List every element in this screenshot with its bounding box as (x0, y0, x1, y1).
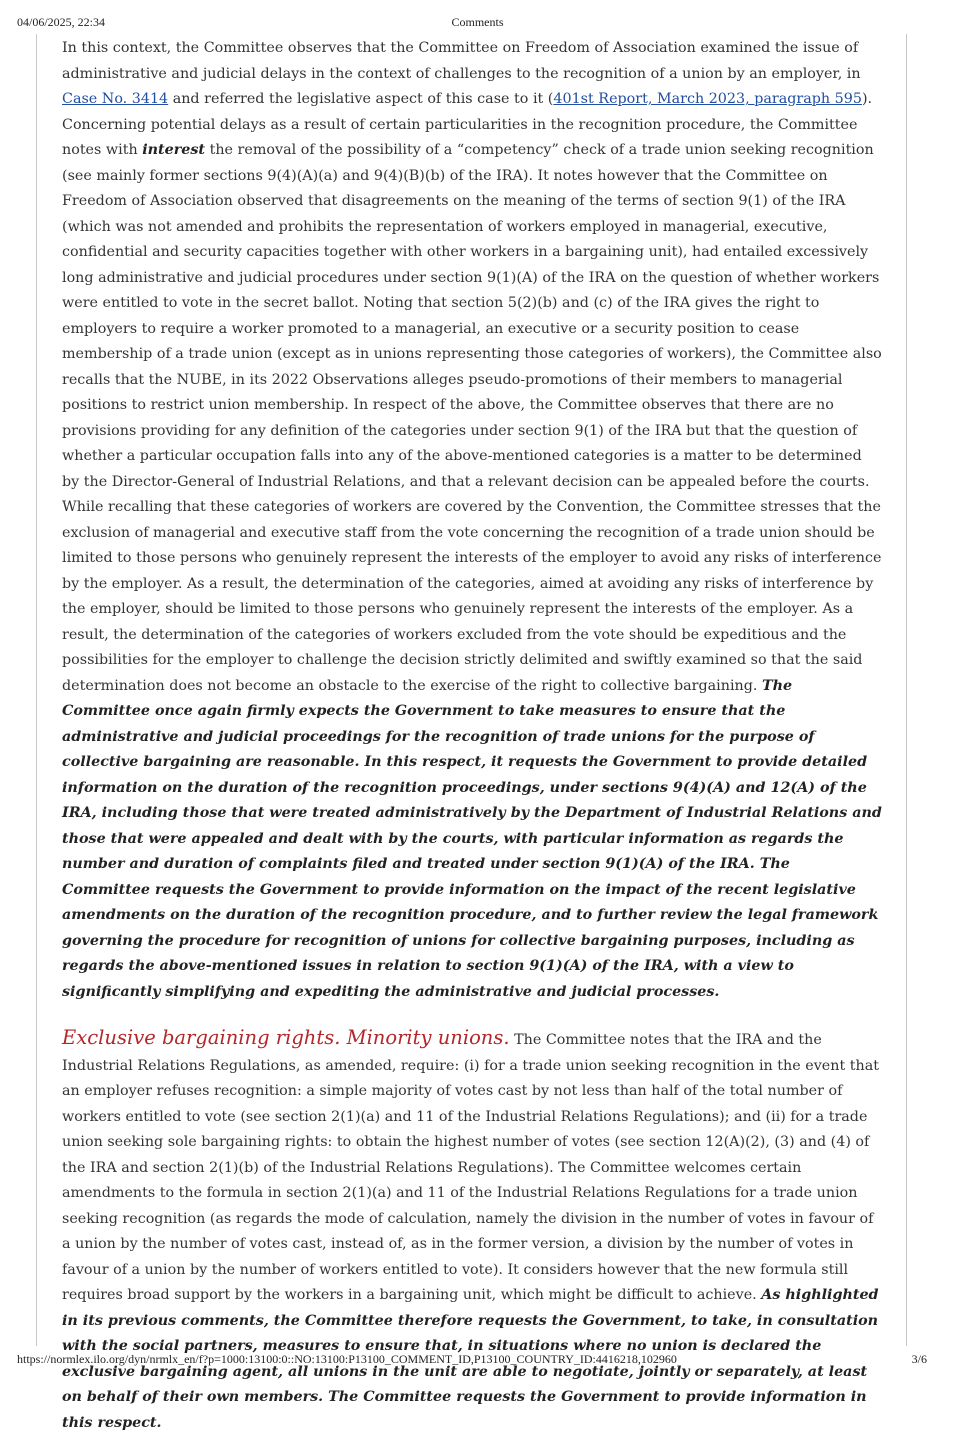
paragraph-text: The Committee notes that the IRA and the Industrial Relations Regulations, as amended, require: (i) for a trade union seeking recognition in the event that an employer refuses recognition: a simple majority of votes cast by not less than half of the total number of workers entitled to vote (see section 2(1)(a) and 11 of the Industrial Relations Regulations); and (ii) for a trade union seeking sole bargaining rights: to obtain the highest number of votes (see section 12(A)(2), (3) and (4) of the IRA and section 2(1)(b) of the Industrial Relations Regulations). The Committee welcomes certain amendments to the formula in section 2(1)(a) and 11 of the Industrial Relations Regulations for a trade union seeking recognition (as regards the mode of calculation, namely the division in the number of votes in favour of a union by the number of votes cast, instead of, as in the former version, a division by the number of votes in favour of a union by the number of workers entitled to vote). It considers however that the new formula still requires broad support by the workers in a bargaining unit, which might be difficult to achieve. (62, 1032, 879, 1303)
page-title: Comments (451, 15, 504, 29)
case-3414-link[interactable]: Case No. 3414 (62, 91, 169, 107)
comment-body (62, 36, 882, 1436)
print-date: 04/06/2025, 22:34 (17, 15, 106, 29)
report-401-link[interactable]: 401st Report, March 2023, paragraph 595 (553, 91, 862, 107)
committee-request-bold: The Committee once again firmly expects the Government to take measures to ensure that the administrative and judicial proceedings for the recognition of trade unions for the purpose of collective bargaining are reasonable. In this respect, it requests the Government to provide detailed information on the duration of the recognition proceedings, under sections 9(4)(A) and 12(A) of the IRA, including those that were treated administratively by the Department of Industrial Relations and those that were appealed and dealt with by the courts, with particular information as regards the number and duration of complaints filed and treated under section 9(1)(A) of the IRA. The Committee requests the Government to provide information on the impact of the recent legislative amendments on the duration of the recognition procedure, and to further review the legal framework governing the procedure for recognition of unions for collective bargaining purposes, including as regards the above-mentioned issues in relation to section 9(1)(A) of the IRA, with a view to significantly simplifying and expediting the administrative and judicial processes. (62, 677, 882, 1000)
page-number: 3/6 (911, 1352, 927, 1366)
emphasis-interest: interest (142, 142, 206, 158)
paragraph-exclusive-bargaining (62, 1025, 882, 1436)
section-heading: Exclusive bargaining rights. Minority unions. (62, 1026, 510, 1049)
left-margin-rule (36, 34, 37, 1346)
paragraph-text: the removal of the possibility of a “competency” check of a trade union seeking recognition (see mainly former sections 9(4)(A)(a) and 9(4)(B)(b) of the IRA). It notes however that the Committee on Freedom of Association observed that disagreements on the meaning of the terms of section 9(1) of the IRA (which was not amended and prohibits the representation of workers employed in managerial, executive, confidential and security capacities together with other workers in a bargaining unit), had entailed excessively long administrative and judicial procedures under section 9(1)(A) of the IRA on the question of whether workers were entitled to vote in the secret ballot. Noting that section 5(2)(b) and (c) of the IRA gives the right to employers to require a worker promoted to a managerial, an executive or a security position to cease membership of a trade union (except as in unions representing those categories of workers), the Committee also recalls that the NUBE, in its 2022 Observations alleges pseudo-promotions of their members to managerial positions to restrict union membership. In respect of the above, the Committee observes that there are no provisions providing for any definition of the categories under section 9(1) of the IRA but that the question of whether a particular occupation falls into any of the above-mentioned categories is a matter to be determined by the Director-General of Industrial Relations, and that a relevant decision can be appealed before the courts. While recalling that these categories of workers are covered by the Convention, the Committee stresses that the exclusion of managerial and executive staff from the vote concerning the recognition of a trade union should be limited to those persons who genuinely represent the interests of the employer to avoid any risks of interference by the employer. As a result, the determination of the categories, aimed at avoiding any risks of interference by the employer, should be limited to those persons who genuinely represent the interests of the employer. As a result, the determination of the categories of workers excluded from the vote should be expeditious and the possibilities for the employer to challenge the decision strictly delimited and swiftly examined so that the said determination does not become an obstacle to the exercise of the right to collective bargaining. (62, 142, 882, 694)
paragraph-text: ). Concerning potential delays as a result of certain particularities in the recognition procedure, the Committee notes with (62, 91, 873, 158)
committee-request-bold: As highlighted in its previous comments, the Committee therefore requests the Government, to take, in consultation with the social partners, measures to ensure that, in situations where no union is declared the exclusive bargaining agent, all unions in the unit are able to negotiate, jointly or separately, at least on behalf of their own members. The Committee requests the Government to provide information in this respect. (62, 1287, 879, 1431)
right-margin-rule (906, 34, 907, 1346)
paragraph-text: and referred the legislative aspect of this case to it ( (168, 91, 554, 107)
paragraph-recognition-delays (62, 36, 882, 1005)
paragraph-text: In this context, the Committee observes that the Committee on Freedom of Association examined the issue of administrative and judicial delays in the context of challenges to the recognition of a union by an employer, in (62, 40, 861, 82)
footer-url: https://normlex.ilo.org/dyn/nrmlx_en/f?p=1000:13100:0::NO:13100:P13100_COMMENT_ID,P13100_COUNTRY_ID:4416218,102960 (17, 1352, 677, 1366)
